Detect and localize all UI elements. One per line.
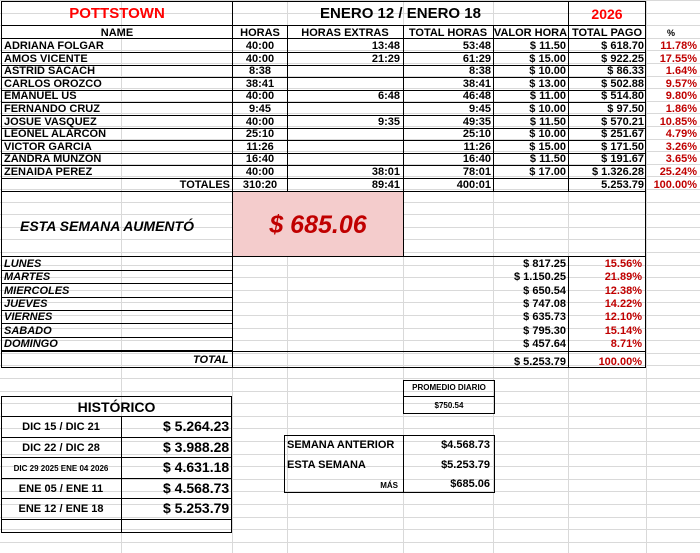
totals-pay: 5.253.79: [601, 179, 644, 191]
promedio-value: $750.54: [434, 401, 464, 410]
increase-label: ESTA SEMANA AUMENTÓ: [20, 218, 194, 234]
comparison-label: SEMANA ANTERIOR: [287, 439, 395, 451]
employee-pay: $ 251.67: [601, 128, 644, 140]
employee-hours: 16:40: [245, 153, 275, 165]
employee-hours: 25:10: [245, 128, 275, 140]
table-row: [1, 323, 232, 324]
historico-amount: $ 5.264.23: [163, 418, 230, 434]
day-pct: 15.56%: [604, 258, 642, 270]
employee-hours: 11:26: [246, 141, 274, 153]
employee-pct: 9.80%: [665, 90, 697, 102]
employee-rate: $ 11.50: [529, 153, 566, 165]
employee-rate: $ 10.00: [529, 65, 566, 77]
day-label: JUEVES: [4, 298, 48, 310]
totals-label: TOTALES: [179, 179, 230, 191]
comparison-label: MÁS: [380, 481, 398, 490]
employee-pct: 9.57%: [665, 78, 697, 90]
day-amount: $ 635.73: [523, 311, 566, 323]
day-amount: $ 747.08: [523, 298, 566, 310]
day-amount: $ 817.25: [523, 258, 566, 270]
employee-pay: $ 570.21: [601, 116, 644, 128]
employee-rate: $ 15.00: [529, 53, 566, 65]
day-pct: 12.10%: [604, 311, 642, 323]
historico-period: DIC 22 / DIC 28: [22, 442, 100, 454]
employee-hours: 8:38: [248, 65, 272, 77]
table-row: [1, 457, 232, 458]
day-label: LUNES: [4, 258, 42, 270]
col-total-hours: TOTAL HORAS: [408, 27, 488, 39]
historico-amount: $ 5.253.79: [163, 500, 230, 516]
day-label: DOMINGO: [4, 338, 58, 350]
employee-pay: $ 191.67: [601, 153, 644, 165]
employee-name: AMOS VICENTE: [4, 53, 88, 65]
col-name: NAME: [100, 27, 134, 39]
employee-name: ASTRID SACACH: [4, 65, 96, 77]
employee-pay: $ 502.88: [601, 78, 644, 90]
employee-pct: 25.24%: [659, 166, 697, 178]
col-extra: HORAS EXTRAS: [301, 27, 389, 39]
table-row: [1, 498, 232, 499]
employee-hours: 40:00: [245, 116, 275, 128]
historico-period: DIC 29 2025 ENE 04 2026: [13, 464, 109, 473]
increase-divider: [403, 192, 404, 257]
employee-pct: 3.26%: [665, 141, 697, 153]
day-label: SABADO: [4, 325, 52, 337]
col-line: [232, 26, 233, 192]
table-row: [1, 437, 232, 438]
col-rate: VALOR HORA: [493, 27, 568, 39]
employee-pct: 17.55%: [659, 53, 697, 65]
historico-period: DIC 15 / DIC 21: [22, 421, 100, 433]
days-total-pct: 100.00%: [598, 356, 642, 368]
totals-total-hours: 400:01: [456, 179, 491, 191]
increase-value: $ 685.06: [269, 211, 367, 239]
employee-hours: 40:00: [245, 90, 275, 102]
comparison-value: $5.253.79: [441, 459, 490, 471]
employee-pay: $ 618.70: [601, 40, 644, 52]
year-title: 2026: [591, 6, 623, 22]
employee-extra: 13:48: [371, 40, 400, 52]
employee-pct: 10.85%: [659, 116, 697, 128]
table-row: [1, 519, 232, 520]
col-line: [287, 26, 288, 192]
employee-pct: 11.78%: [660, 40, 697, 52]
col-line: [493, 26, 494, 192]
days-total-amount: $ 5.253.79: [514, 356, 566, 368]
employee-total-hours: 78:01: [462, 166, 491, 178]
employee-pay: $ 86.33: [607, 65, 644, 77]
col-hours: HORAS: [240, 27, 280, 39]
historico-period: ENE 05 / ENE 11: [18, 483, 104, 495]
day-label: VIERNES: [4, 311, 53, 323]
employee-hours: 40:00: [245, 53, 275, 65]
table-row: [1, 283, 232, 284]
employee-name: ADRIANA FOLGAR: [4, 40, 104, 52]
day-amount: $ 457.64: [523, 338, 566, 350]
employee-total-hours: 8:38: [468, 65, 491, 77]
gridline: [0, 542, 700, 543]
employee-total-hours: 16:40: [462, 153, 491, 165]
totals-pct: 100.00%: [653, 179, 697, 191]
employee-total-hours: 61:29: [462, 53, 491, 65]
historico-divider: [121, 416, 122, 533]
employee-name: ZENAIDA PEREZ: [4, 166, 93, 178]
col-pct: %: [666, 28, 675, 38]
employee-total-hours: 53:48: [462, 40, 491, 52]
employee-pay: $ 922.25: [601, 53, 644, 65]
employee-hours: 38:41: [245, 78, 275, 90]
employee-rate: $ 11.50: [529, 40, 566, 52]
employee-pct: 1.64%: [665, 65, 697, 77]
day-pct: 21.89%: [604, 271, 642, 283]
historico-amount: $ 4.631.18: [163, 459, 230, 475]
employee-pay: $ 171.50: [601, 141, 644, 153]
day-pct: 15.14%: [604, 325, 642, 337]
day-label: MIERCOLES: [4, 285, 70, 297]
employee-extra: 9:35: [377, 116, 400, 128]
employee-total-hours: 25:10: [462, 128, 491, 140]
table-outline: [1, 39, 646, 192]
employee-name: CARLOS OROZCO: [4, 78, 102, 90]
gridline: [0, 391, 700, 392]
employee-rate: $ 15.00: [529, 141, 566, 153]
historico-period: ENE 12 / ENE 18: [18, 503, 104, 515]
historico-amount: $ 3.988.28: [163, 439, 230, 455]
employee-total-hours: 46:48: [462, 90, 491, 102]
col-line: [568, 26, 569, 192]
totals-extra: 89:41: [371, 179, 400, 191]
employee-name: ZANDRA MUNZON: [4, 153, 102, 165]
historico-title: HISTÓRICO: [77, 399, 156, 415]
comparison-value: $4.568.73: [441, 439, 490, 451]
totals-hours: 310:20: [242, 179, 278, 191]
gridline: [0, 378, 700, 379]
employee-hours: 9:45: [248, 103, 272, 115]
employee-name: VICTOR GARCIA: [4, 141, 92, 153]
employee-rate: $ 10.00: [529, 103, 566, 115]
promedio-label: PROMEDIO DIARIO: [412, 383, 486, 392]
employee-hours: 40:00: [245, 166, 275, 178]
employee-name: EMANUEL US: [4, 90, 77, 102]
col-total-pay: TOTAL PAGO: [571, 27, 643, 39]
day-pct: 8.71%: [610, 338, 642, 350]
employee-rate: $ 13.00: [529, 78, 566, 90]
day-label: MARTES: [4, 271, 51, 283]
historico-amount: $ 4.568.73: [163, 480, 230, 496]
promedio-line: [403, 396, 495, 397]
employee-hours: 40:00: [245, 40, 275, 52]
col-line: [403, 26, 404, 192]
employee-rate: $ 11.50: [529, 116, 566, 128]
comparison-label: ESTA SEMANA: [287, 459, 366, 471]
city-title: POTTSTOWN: [69, 5, 165, 22]
employee-pay: $ 514.80: [601, 90, 644, 102]
employee-name: JOSUE VASQUEZ: [4, 116, 97, 128]
employee-rate: $ 10.00: [529, 128, 566, 140]
employee-rate: $ 17.00: [529, 166, 566, 178]
employee-pct: 3.65%: [665, 153, 697, 165]
employee-total-hours: 9:45: [468, 103, 491, 115]
day-amount: $ 650.54: [523, 285, 566, 297]
employee-pct: 4.79%: [665, 128, 697, 140]
days-total-line: [1, 351, 646, 352]
employee-pay: $ 97.50: [607, 103, 644, 115]
employee-name: LEONEL ALARCON: [4, 128, 107, 140]
employee-extra: 6:48: [377, 90, 400, 102]
employee-rate: $ 11.00: [529, 90, 566, 102]
employee-pct: 1.86%: [665, 103, 697, 115]
day-amount: $ 795.30: [523, 325, 566, 337]
day-pct: 14.22%: [604, 298, 642, 310]
employee-total-hours: 11:26: [463, 141, 491, 153]
employee-extra: 38:01: [371, 166, 400, 178]
table-row: [1, 416, 232, 417]
employee-pay: $ 1.326.28: [592, 166, 644, 178]
comparison-value: $685.06: [450, 478, 490, 490]
employee-total-hours: 38:41: [462, 78, 491, 90]
table-row: [1, 478, 232, 479]
day-pct: 12.38%: [604, 285, 642, 297]
employee-total-hours: 49:35: [462, 116, 491, 128]
employee-extra: 21:29: [371, 53, 400, 65]
employee-name: FERNANDO CRUZ: [4, 103, 100, 115]
days-total-label: TOTAL: [193, 354, 229, 366]
period-title: ENERO 12 / ENERO 18: [320, 5, 481, 22]
day-amount: $ 1.150.25: [514, 271, 566, 283]
